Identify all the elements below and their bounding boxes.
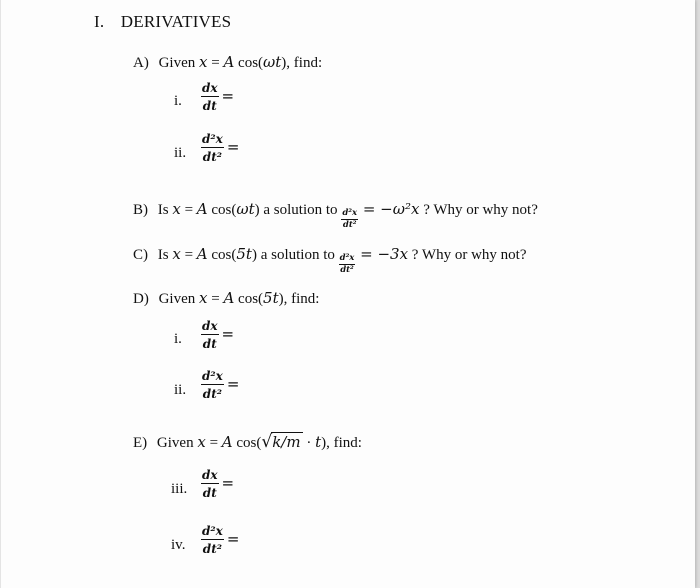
equals-sign: = bbox=[226, 529, 240, 548]
question-b-mid: a solution to bbox=[259, 202, 342, 218]
fraction-numerator: d²x bbox=[342, 208, 358, 218]
question-d-suffix: , find: bbox=[283, 291, 320, 307]
question-e-close: ) bbox=[321, 435, 327, 451]
question-e bbox=[133, 432, 362, 452]
equals-sign: = bbox=[226, 137, 240, 156]
equals-sign: = bbox=[221, 324, 235, 343]
question-b-x: x bbox=[172, 200, 181, 218]
question-e-item-2-fraction bbox=[201, 525, 224, 555]
question-d-close: ) bbox=[278, 291, 284, 307]
fraction-denominator: dt² bbox=[202, 542, 222, 556]
question-c-fraction bbox=[339, 254, 356, 274]
fraction-numerator: d²x bbox=[339, 253, 355, 263]
question-d-cos: cos( bbox=[234, 291, 264, 307]
question-b-prefix: Is bbox=[157, 202, 173, 218]
fraction-numerator: d²x bbox=[202, 369, 223, 383]
question-d-item-1-fraction bbox=[201, 320, 219, 350]
fraction-denominator: dt² bbox=[340, 264, 354, 275]
question-c bbox=[133, 245, 527, 274]
fraction-numerator: dx bbox=[202, 319, 218, 333]
question-d-item-2 bbox=[201, 370, 239, 400]
question-d-x: x bbox=[199, 289, 208, 307]
question-e-dot: · bbox=[302, 435, 316, 451]
question-c-close: ) bbox=[251, 247, 257, 263]
question-a-eq: = bbox=[207, 55, 224, 71]
question-e-item-1 bbox=[201, 469, 234, 499]
question-e-item-2 bbox=[201, 525, 239, 555]
question-b-label: B) bbox=[133, 202, 148, 218]
question-e-x: x bbox=[197, 433, 206, 451]
question-c-cos: cos( bbox=[207, 247, 237, 263]
question-e-item-1-fraction bbox=[201, 469, 219, 499]
fraction-denominator: dt bbox=[202, 337, 217, 351]
question-e-item-2-label: iv. bbox=[171, 537, 186, 553]
fraction-numerator: dx bbox=[202, 81, 218, 95]
question-d-item-1-label: i. bbox=[174, 331, 182, 347]
question-c-x: x bbox=[172, 245, 181, 263]
question-c-arg: 5t bbox=[236, 245, 252, 263]
question-b-close: ) bbox=[254, 202, 260, 218]
fraction-denominator: dt² bbox=[342, 219, 357, 230]
question-e-prefix: Given bbox=[156, 435, 198, 451]
question-e-suffix: , find: bbox=[326, 435, 362, 451]
question-a-item-1-label: i. bbox=[174, 93, 182, 109]
question-a-arg: ωt bbox=[263, 53, 282, 71]
equals-sign: = bbox=[221, 86, 235, 105]
fraction-denominator: dt² bbox=[202, 150, 222, 164]
question-b-question: ? Why or why not? bbox=[419, 202, 538, 218]
question-a-suffix: , find: bbox=[286, 55, 323, 71]
question-b-amp: A bbox=[196, 200, 208, 218]
question-d-prefix: Given bbox=[158, 291, 199, 307]
question-a-item-1-fraction bbox=[201, 82, 219, 112]
section-number: I. bbox=[94, 12, 105, 31]
question-e-t: t bbox=[315, 433, 322, 451]
equals-sign: = bbox=[221, 473, 235, 492]
question-d-eq: = bbox=[207, 291, 224, 307]
question-c-mid: a solution to bbox=[256, 247, 339, 263]
question-c-question: ? Why or why not? bbox=[408, 247, 527, 263]
question-c-amp: A bbox=[196, 245, 208, 263]
equals-sign: = bbox=[226, 374, 240, 393]
question-a-item-2-fraction bbox=[201, 133, 224, 163]
question-a-item-2-label: ii. bbox=[174, 145, 187, 161]
question-a-close: ) bbox=[281, 55, 287, 71]
question-b-eq: = bbox=[180, 202, 197, 218]
question-e-radicand: k/m bbox=[272, 433, 301, 451]
fraction-denominator: dt² bbox=[202, 387, 222, 401]
question-d bbox=[133, 289, 319, 308]
question-e-eq: = bbox=[205, 435, 222, 451]
question-c-rhs: = −3x bbox=[355, 245, 409, 263]
question-a-x: x bbox=[199, 53, 208, 71]
question-e-cos: cos( bbox=[232, 435, 262, 451]
question-c-prefix: Is bbox=[157, 247, 173, 263]
question-e-amp: A bbox=[221, 433, 233, 451]
question-a-item-1 bbox=[201, 82, 234, 112]
question-a-amp: A bbox=[223, 53, 235, 71]
fraction-numerator: d²x bbox=[202, 132, 223, 146]
section-heading bbox=[94, 12, 231, 32]
question-b-cos: cos( bbox=[207, 202, 237, 218]
fraction-numerator: dx bbox=[202, 468, 218, 482]
question-d-arg: 5t bbox=[263, 289, 279, 307]
fraction-denominator: dt bbox=[202, 99, 217, 113]
question-d-item-1 bbox=[201, 320, 234, 350]
question-b-arg: ωt bbox=[236, 200, 255, 218]
question-e-label: E) bbox=[133, 435, 148, 451]
question-b-fraction bbox=[341, 209, 358, 229]
question-a-item-2 bbox=[201, 133, 239, 163]
question-b bbox=[133, 200, 538, 229]
question-a-prefix: Given bbox=[158, 55, 199, 71]
question-d-amp: A bbox=[223, 289, 235, 307]
fraction-numerator: d²x bbox=[202, 524, 223, 538]
question-a bbox=[133, 53, 322, 72]
section-title: DERIVATIVES bbox=[120, 12, 232, 31]
question-c-label: C) bbox=[133, 247, 148, 263]
question-a-cos: cos( bbox=[234, 55, 264, 71]
fraction-denominator: dt bbox=[202, 486, 217, 500]
question-b-rhs: = −ω²x bbox=[358, 200, 420, 218]
question-d-item-2-label: ii. bbox=[174, 382, 187, 398]
question-d-item-2-fraction bbox=[201, 370, 224, 400]
question-a-label: A) bbox=[133, 55, 149, 71]
question-d-label: D) bbox=[133, 291, 149, 307]
question-c-eq: = bbox=[180, 247, 197, 263]
question-e-item-1-label: iii. bbox=[171, 481, 188, 497]
square-root-icon: √ bbox=[261, 432, 273, 452]
